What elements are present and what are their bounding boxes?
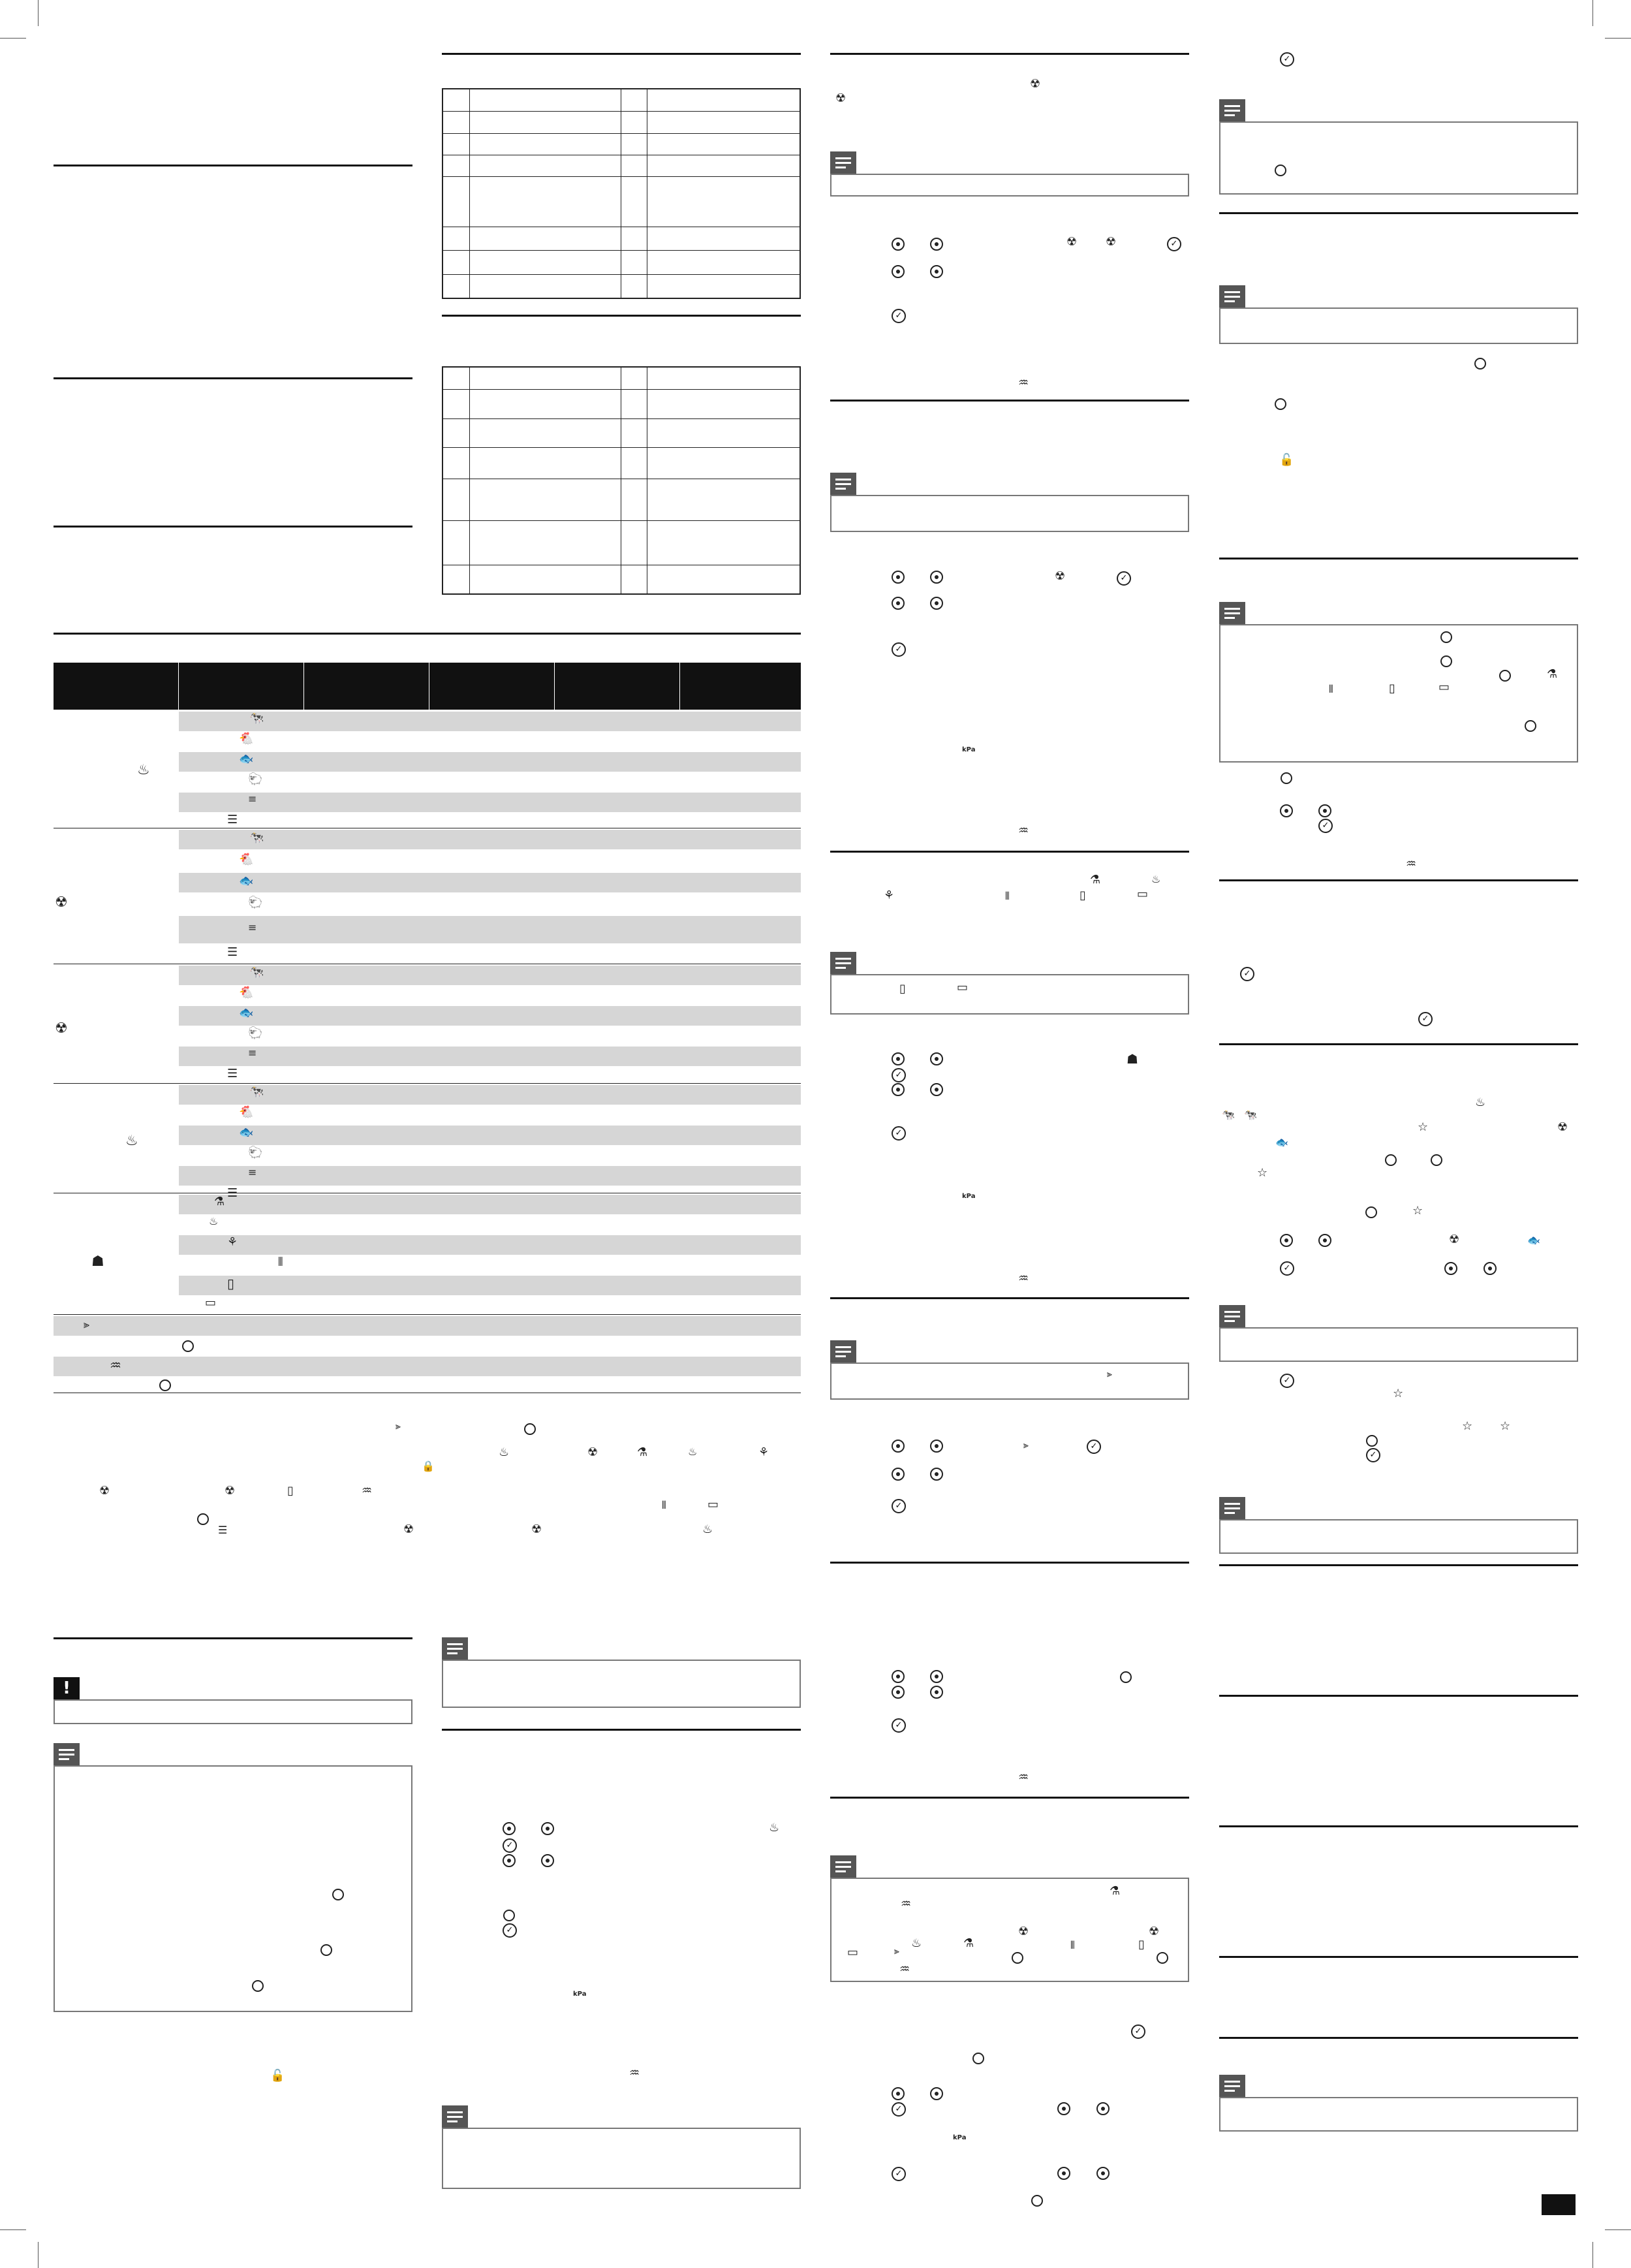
cake-icon: ⚗ (1110, 1884, 1121, 1898)
pressure-cook-icon: ☢ (1449, 1233, 1460, 1246)
lock-icon: 🔒 (422, 1460, 435, 1472)
dial-left-icon[interactable] (892, 1686, 905, 1699)
chicken-icon: 🐔 (239, 1105, 254, 1119)
check-circle-icon[interactable]: ✓ (1418, 1012, 1433, 1026)
check-circle-icon[interactable]: ✓ (892, 1126, 906, 1141)
section-rule (54, 377, 412, 379)
section-rule (54, 1637, 412, 1639)
fish-icon: 🐟 (239, 1006, 254, 1020)
yogurt-icon: ♨ (1151, 873, 1161, 885)
table-row (179, 1047, 801, 1066)
sliders-icon: ☰ (218, 1524, 228, 1536)
steam-release-icon: ⫸ (84, 1318, 90, 1331)
table-row (179, 1235, 801, 1255)
crop-mark (1592, 2242, 1593, 2268)
table-row (179, 873, 801, 892)
yogurt-icon: ♨ (688, 1445, 698, 1458)
bake-icon: ⚘ (884, 889, 895, 902)
dial-right-icon[interactable] (1318, 804, 1331, 817)
slow-cook-icon: ♨ (125, 1133, 138, 1149)
kpa-icon: kPa (962, 1193, 976, 1200)
group-divider (54, 1083, 801, 1084)
chef-hat-icon: ☗ (1126, 1051, 1138, 1067)
pressure-cook-icon: ☢ (1106, 235, 1117, 249)
bottle-icon: ▭ (205, 1296, 217, 1310)
parts-table-1 (442, 88, 801, 299)
table-row (179, 944, 801, 964)
group-divider (54, 1314, 801, 1315)
sheep-icon: 🐑 (248, 1146, 263, 1159)
dial-left-icon[interactable] (892, 2087, 905, 2100)
menu-icon (503, 1910, 515, 1921)
section-rule (1219, 1825, 1578, 1827)
dial-left-icon[interactable] (503, 1854, 516, 1867)
check-circle-icon[interactable]: ✓ (892, 309, 906, 323)
reheat-icon (1440, 631, 1452, 643)
dial-right-icon[interactable] (930, 238, 943, 251)
pressure-cook-icon: ☢ (1055, 569, 1066, 583)
note-box (830, 1362, 1189, 1400)
section-rule (1219, 1695, 1578, 1697)
note-icon (830, 1340, 856, 1362)
sheep-icon: 🐑 (248, 772, 263, 786)
steam-release-icon: ⫸ (396, 1421, 401, 1432)
keep-warm-icon: ♒ (1018, 1771, 1029, 1784)
note-icon (1219, 99, 1245, 121)
timer-icon (197, 1513, 209, 1525)
timer-icon (1499, 670, 1511, 682)
pressure-cook-icon: ☢ (1557, 1120, 1568, 1134)
sliders-icon: ☰ (227, 1067, 238, 1080)
table-row (179, 851, 801, 871)
crop-mark (0, 38, 26, 39)
keep-warm-icon: ♒ (629, 2066, 640, 2080)
steam-release-icon: ⫸ (1023, 1440, 1029, 1451)
table-row (179, 1195, 801, 1214)
table-row (54, 1316, 801, 1336)
dial-right-icon[interactable] (1318, 1234, 1331, 1247)
section-rule (54, 165, 412, 166)
chicken-icon: 🐔 (239, 986, 254, 1000)
table-row (179, 894, 801, 914)
section-rule (830, 53, 1189, 55)
star-icon: ☆ (1500, 1419, 1511, 1433)
table-row (179, 966, 801, 985)
favorite-icon (1431, 1154, 1442, 1166)
steam-release-icon: ⫸ (894, 1946, 899, 1957)
star-icon: ☆ (1462, 1419, 1473, 1433)
check-circle-icon[interactable]: ✓ (1280, 52, 1294, 67)
dial-left-icon[interactable] (503, 1822, 516, 1835)
note-icon (830, 1855, 856, 1878)
section-rule (54, 633, 801, 635)
note-icon (442, 1637, 468, 1660)
delay-icon (1275, 398, 1286, 410)
dial-right-icon[interactable] (930, 1083, 943, 1096)
section-rule (1219, 1956, 1578, 1958)
note-box (1219, 1519, 1578, 1554)
reheat-icon (524, 1423, 536, 1435)
dial-right-icon[interactable] (930, 1052, 943, 1065)
dial-left-icon[interactable] (892, 1670, 905, 1683)
note-icon (54, 1743, 80, 1765)
section-rule (442, 1729, 801, 1731)
table-row (179, 732, 801, 751)
section-rule (1219, 2037, 1578, 2039)
jar-icon: ▯ (1389, 682, 1395, 695)
note-box (1219, 624, 1578, 763)
note-box (830, 1878, 1189, 1982)
crop-mark (38, 0, 39, 26)
note-icon (830, 151, 856, 174)
table-row (179, 752, 801, 772)
dial-right-icon[interactable] (1483, 1262, 1497, 1275)
section-rule (830, 851, 1189, 853)
table-row (179, 1215, 801, 1235)
section-rule (830, 1297, 1189, 1299)
check-circle-icon[interactable]: ✓ (892, 2167, 906, 2181)
pot-with-steam-icon: ♨ (137, 762, 150, 778)
check-circle-icon[interactable]: ✓ (892, 1068, 906, 1082)
dial-left-icon[interactable] (1280, 1234, 1293, 1247)
cake-icon: ⚗ (214, 1195, 225, 1208)
keep-warm-icon: ♒ (110, 1357, 121, 1373)
delay-icon (1525, 720, 1536, 732)
beans-icon: ≡ (248, 921, 257, 934)
section-rule (1219, 879, 1578, 881)
dial-left-icon[interactable] (892, 571, 905, 584)
bottle-icon: ▭ (1438, 680, 1450, 694)
pressure-cook-icon: ☢ (1149, 1925, 1160, 1938)
cake-icon: ⚗ (637, 1445, 648, 1459)
note-box (1219, 2097, 1578, 2132)
dial-right-icon[interactable] (541, 1822, 554, 1835)
dial-right-icon[interactable] (1096, 2102, 1110, 2115)
crop-mark (1592, 0, 1593, 26)
unlock-icon: 🔓 (1279, 453, 1294, 467)
bake-icon: ⚘ (227, 1235, 238, 1249)
beans-icon: ≡ (248, 1047, 257, 1059)
pressure-cook-icon: ☢ (835, 91, 847, 105)
note-box (830, 974, 1189, 1015)
section-rule (54, 526, 412, 528)
note-box (830, 174, 1189, 197)
dial-right-icon[interactable] (930, 571, 943, 584)
check-circle-icon[interactable]: ✓ (1240, 967, 1254, 981)
jar-icon: ▯ (899, 982, 906, 996)
dial-left-icon[interactable] (892, 265, 905, 278)
keep-warm-icon: ♒ (1018, 376, 1029, 390)
bottle-icon: ▭ (847, 1945, 859, 1959)
pressure-cook-icon: ☢ (1030, 77, 1041, 91)
cow-icon: 🐄 (1244, 1109, 1257, 1121)
favorite-icon (1365, 1206, 1377, 1218)
table-row (179, 986, 801, 1005)
check-circle-icon[interactable]: ✓ (1117, 571, 1131, 586)
section-rule (1219, 1564, 1578, 1566)
section-rule (1219, 558, 1578, 559)
table-row (179, 793, 801, 812)
check-circle-icon[interactable]: ✓ (503, 1838, 517, 1853)
check-circle-icon[interactable]: ✓ (1167, 237, 1181, 251)
table-row (179, 1255, 801, 1275)
dial-right-icon[interactable] (930, 597, 943, 610)
table-row (179, 1006, 801, 1026)
dial-left-icon[interactable] (1280, 804, 1293, 817)
table-header-cell (555, 663, 679, 710)
section-rule (442, 53, 801, 55)
favorite-icon (1385, 1154, 1397, 1166)
check-circle-icon[interactable]: ✓ (1131, 2024, 1145, 2039)
pressure-cook-icon: ☢ (1066, 235, 1078, 249)
note-box (830, 495, 1189, 532)
check-circle-icon[interactable]: ✓ (892, 2102, 906, 2117)
dial-left-icon[interactable] (1057, 2102, 1070, 2115)
reheat-icon (252, 1980, 264, 1992)
dial-right-icon[interactable] (930, 1686, 943, 1699)
section-rule (830, 1797, 1189, 1799)
star-icon: ☆ (1412, 1204, 1423, 1218)
slow-cook-icon: ♨ (702, 1522, 713, 1536)
bottle-icon: ▭ (957, 981, 969, 994)
section-rule (830, 1562, 1189, 1564)
fry-icon: ⫴ (1329, 683, 1333, 695)
beans-icon: ≡ (248, 793, 257, 805)
reheat-icon (1281, 772, 1292, 784)
timer-icon (1157, 1952, 1168, 1964)
pressure-cook-icon: ☢ (403, 1522, 414, 1536)
dial-left-icon[interactable] (892, 1468, 905, 1481)
check-circle-icon[interactable]: ✓ (1280, 1261, 1294, 1276)
table-row (179, 1146, 801, 1165)
section-rule (442, 315, 801, 317)
jar-icon: ▯ (1138, 1938, 1145, 1951)
note-icon (830, 473, 856, 495)
dial-left-icon[interactable] (892, 597, 905, 610)
dial-left-icon[interactable] (1057, 2167, 1070, 2180)
sheep-icon: 🐑 (248, 896, 263, 909)
table-header-cell (54, 663, 178, 710)
jar-icon: ▯ (287, 1484, 294, 1498)
dial-left-icon[interactable] (892, 1052, 905, 1065)
fry-icon: ⫴ (278, 1255, 283, 1269)
fish-icon: 🐟 (239, 752, 254, 766)
dial-right-icon[interactable] (1096, 2167, 1110, 2180)
delay-icon (1474, 358, 1486, 370)
fry-icon: ⫴ (1070, 1939, 1075, 1951)
reheat-icon (159, 1379, 171, 1391)
note-box (442, 1660, 801, 1708)
note-box (1219, 121, 1578, 195)
jar-icon: ▯ (227, 1276, 235, 1291)
dial-left-icon[interactable] (1444, 1262, 1457, 1275)
bake-icon: ⚘ (758, 1445, 769, 1459)
table-row (179, 1026, 801, 1046)
warning-box (54, 1699, 412, 1724)
table-row (179, 830, 801, 849)
note-icon (1219, 2075, 1245, 2097)
pressure-cook-icon: ☢ (1018, 1925, 1029, 1938)
table-row (179, 1105, 801, 1125)
timer-icon (1120, 1671, 1132, 1683)
section-rule (1219, 212, 1578, 214)
sliders-icon: ☰ (227, 945, 238, 959)
cow-icon: 🐄 (249, 831, 264, 845)
favorite-icon (1366, 1435, 1378, 1447)
keep-warm-icon: ♒ (1406, 857, 1417, 871)
page-number (1542, 2194, 1576, 2215)
clock-icon (972, 2053, 984, 2064)
yogurt-icon: ♨ (209, 1215, 219, 1227)
note-icon (442, 2105, 468, 2128)
table-header-cell (429, 663, 554, 710)
table-row (54, 1336, 801, 1356)
table-row (179, 916, 801, 943)
dial-left-icon[interactable] (892, 238, 905, 251)
dial-right-icon[interactable] (930, 1440, 943, 1453)
reheat-icon (320, 1944, 332, 1956)
table-row (179, 712, 801, 731)
table-row (179, 1166, 801, 1186)
section-rule (1219, 1043, 1578, 1045)
reheat-icon (1031, 2195, 1043, 2207)
cow-icon: 🐄 (1222, 1109, 1235, 1121)
check-circle-icon[interactable]: ✓ (1366, 1448, 1380, 1462)
check-circle-icon[interactable]: ✓ (892, 1718, 906, 1733)
cow-icon: 🐄 (249, 1085, 264, 1099)
dial-left-icon[interactable] (892, 1083, 905, 1096)
chef-hat-icon: ☗ (91, 1253, 104, 1270)
pressure-cook-icon: ☢ (55, 894, 68, 911)
warning-badge: ! (54, 1677, 80, 1699)
star-icon: ☆ (1418, 1120, 1429, 1134)
pressure-cook-icon: ☢ (99, 1484, 110, 1498)
note-box (1219, 307, 1578, 344)
cake-icon: ⚗ (1090, 873, 1101, 887)
note-box (442, 2128, 801, 2189)
bottle-icon: ▭ (707, 1498, 719, 1511)
keep-warm-icon: ♒ (362, 1484, 373, 1498)
crop-mark (1605, 2229, 1631, 2230)
table-header-cell (304, 663, 429, 710)
reheat-icon (1012, 1952, 1023, 1964)
unlock-icon: 🔓 (270, 2069, 285, 2083)
kpa-icon: kPa (962, 746, 976, 753)
check-circle-icon[interactable]: ✓ (503, 1923, 517, 1938)
pot-with-steam-icon: ♨ (499, 1445, 510, 1459)
pressure-cook-icon: ☢ (587, 1445, 598, 1459)
dial-right-icon[interactable] (930, 265, 943, 278)
cake-icon: ⚗ (1547, 667, 1558, 681)
table-row (179, 1276, 801, 1295)
star-icon: ☆ (1257, 1166, 1268, 1180)
fry-icon: ⫴ (1005, 890, 1010, 902)
sliders-icon: ☰ (227, 813, 238, 827)
kpa-icon: kPa (573, 1991, 587, 1998)
crop-mark (38, 2242, 39, 2268)
table-row (179, 1085, 801, 1105)
dial-right-icon[interactable] (930, 2087, 943, 2100)
table-header-cell (179, 663, 303, 710)
check-circle-icon[interactable]: ✓ (892, 1499, 906, 1513)
steam-release-icon: ⫸ (1107, 1369, 1112, 1379)
jar-icon: ▯ (1080, 889, 1086, 902)
keep-warm-icon: ♒ (1018, 824, 1029, 838)
cow-icon: 🐄 (249, 712, 264, 725)
beans-icon: ≡ (248, 1166, 257, 1178)
kpa-icon: kPa (953, 2134, 967, 2141)
dial-right-icon[interactable] (541, 1854, 554, 1867)
chicken-icon: 🐔 (239, 732, 254, 746)
pressure-cook-icon: ☢ (225, 1484, 236, 1498)
crop-mark (0, 2229, 26, 2230)
reheat-icon (332, 1889, 344, 1900)
cake-icon: ⚗ (963, 1936, 974, 1950)
star-icon: ☆ (1393, 1387, 1404, 1400)
fry-icon: ⫴ (662, 1499, 666, 1511)
check-circle-icon[interactable]: ✓ (1318, 819, 1333, 833)
pressure-cook-icon: ☢ (55, 1020, 68, 1037)
slow-cook-icon: ♨ (911, 1936, 922, 1950)
keep-warm-icon: ♒ (901, 1897, 912, 1911)
fish-icon: 🐟 (239, 874, 254, 888)
pot-with-steam-icon: ♨ (769, 1821, 780, 1835)
pressure-cook-icon: ☢ (531, 1522, 542, 1536)
keep-warm-icon: ♒ (899, 1962, 910, 1976)
table-row (179, 1126, 801, 1145)
sheep-icon: 🐑 (248, 1026, 263, 1040)
note-icon (1219, 1305, 1245, 1327)
cow-icon: 🐄 (249, 966, 264, 979)
fish-icon: 🐟 (1527, 1234, 1540, 1246)
check-circle-icon[interactable]: ✓ (1087, 1440, 1101, 1454)
note-box (54, 1765, 412, 2012)
bottle-icon: ▭ (1137, 887, 1149, 901)
table-row (179, 772, 801, 792)
note-icon (1219, 1497, 1245, 1519)
table-row (54, 1357, 801, 1376)
dial-left-icon[interactable] (892, 1440, 905, 1453)
note-icon (1219, 602, 1245, 624)
pot-with-steam-icon: ♨ (1475, 1095, 1486, 1109)
note-icon (830, 952, 856, 974)
parts-table-2 (442, 366, 801, 595)
table-header-cell (680, 663, 801, 710)
check-circle-icon[interactable]: ✓ (892, 642, 906, 657)
check-circle-icon[interactable]: ✓ (1280, 1374, 1294, 1388)
chicken-icon: 🐔 (239, 853, 254, 866)
section-rule (830, 400, 1189, 402)
keep-warm-icon: ♒ (1018, 1272, 1029, 1285)
note-icon (1219, 285, 1245, 307)
reheat-icon (1440, 655, 1452, 667)
note-box (1219, 1327, 1578, 1362)
table-row (179, 1296, 801, 1315)
dial-right-icon[interactable] (930, 1670, 943, 1683)
fish-icon: 🐟 (1275, 1136, 1288, 1148)
fish-icon: 🐟 (239, 1126, 254, 1139)
sliders-icon: ☰ (227, 1186, 238, 1200)
timer-icon (182, 1340, 194, 1352)
reheat-icon (1275, 165, 1286, 176)
dial-right-icon[interactable] (930, 1468, 943, 1481)
crop-mark (1605, 38, 1631, 39)
